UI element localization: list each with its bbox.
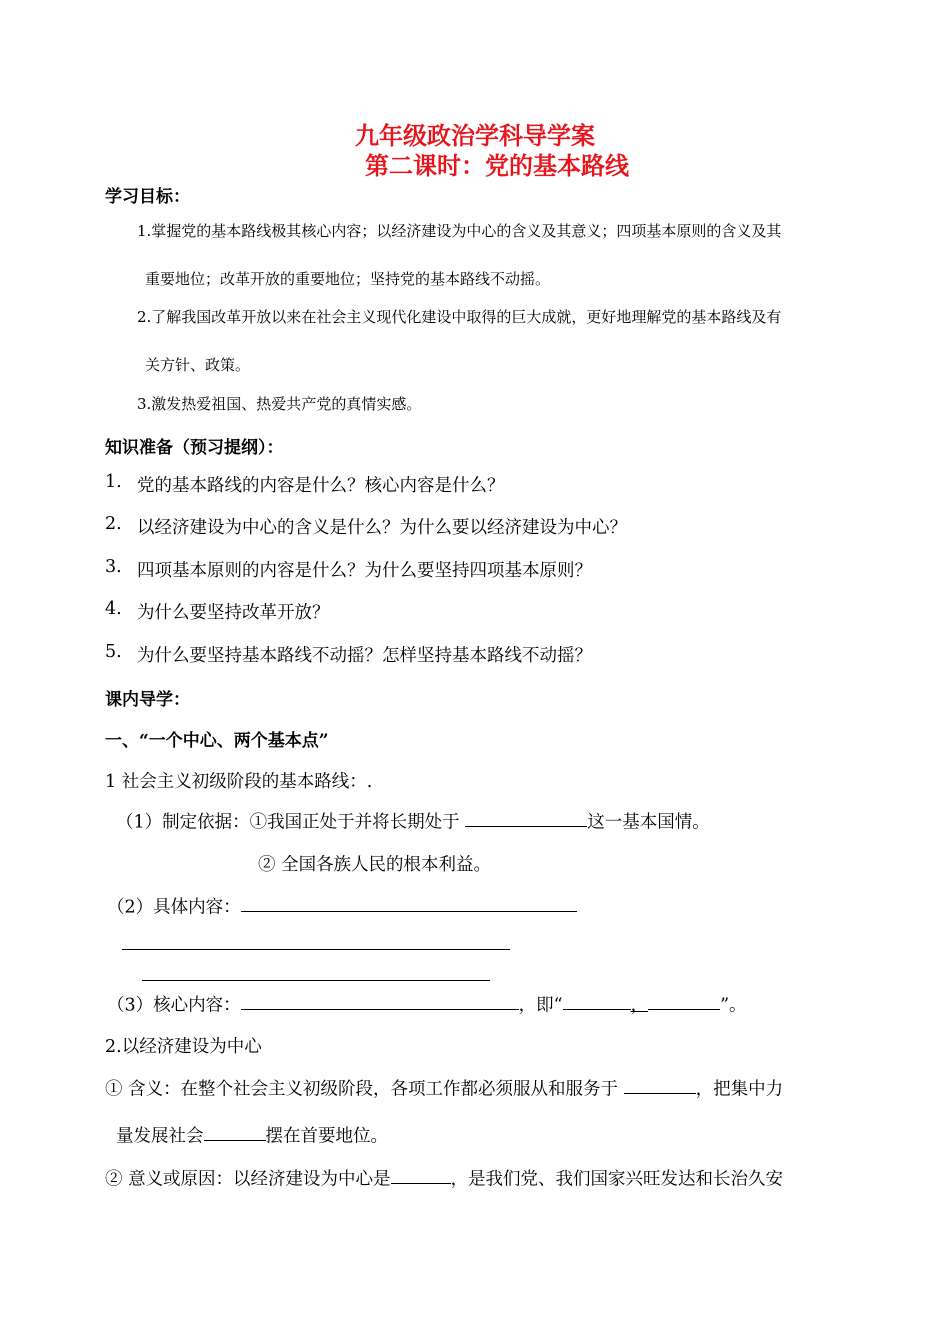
meaning-line-1 [105,1075,783,1100]
list-item-number: 4. [105,599,122,619]
objective-2-line2: 关方针、政策。 [145,356,251,374]
meaning-mid: ，把集中力 [695,1079,784,1100]
basis-label: （1）制定依据：①我国正处于并将长期处于 [116,812,460,833]
list-item: 四项基本原则的内容是什么？为什么要坚持四项基本原则？ [137,561,592,581]
content-label: （2）具体内容： [107,897,241,918]
list-item-number: 1. [105,472,122,492]
significance-cont: ，是我们党、我们国家兴旺发达和长治久安 [450,1169,784,1190]
core-mid: ，即“ [518,995,563,1016]
question-2: 2.以经济建设为中心 [105,1037,262,1057]
basis-line-1 [116,808,710,833]
blank-points[interactable] [648,991,720,1010]
blank-national-condition[interactable] [465,808,587,827]
guide-heading: 课内导学： [105,690,190,710]
meaning-label: ① 含义：在整个社会主义初级阶段，各项工作都必须服从和服务于 [105,1079,619,1100]
objective-1-line1: 1.掌握党的基本路线极其核心内容；以经济建设为中心的含义及其意义；四项基本原则的含义及其 [137,222,782,240]
list-item-number: 3. [105,557,122,577]
objectives-heading: 学习目标： [105,187,190,207]
blank-content-1[interactable] [241,893,577,912]
page-subtitle: 第二课时：党的基本路线 [365,151,629,180]
list-item: 为什么要坚持改革开放？ [137,603,330,623]
objective-3: 3.激发热爱祖国、热爱共产党的真情实感。 [137,395,422,413]
question-1: 1 社会主义初级阶段的基本路线：. [105,772,373,792]
blank-content-2[interactable] [122,949,510,950]
significance-line [105,1165,783,1190]
blank-serve[interactable] [624,1075,696,1094]
core-end: ”。 [720,995,747,1016]
content-line [107,893,577,918]
core-label: （3）核心内容： [107,995,241,1016]
meaning-cont: 量发展社会 [116,1126,204,1147]
meaning-line-2 [116,1122,388,1147]
page-title: 九年级政治学科导学案 [355,121,595,150]
core-comma: ， [630,995,649,1016]
list-item-number: 2. [105,514,122,534]
basis-suffix: 这一基本国情。 [587,812,710,833]
blank-center[interactable] [563,991,631,1010]
list-item-number: 5. [105,642,122,662]
list-item: 党的基本路线的内容是什么？核心内容是什么？ [137,476,505,496]
basis-line-2: ② 全国各族人民的根本利益。 [258,855,492,875]
blank-significance[interactable] [391,1165,451,1184]
list-item: 以经济建设为中心的含义是什么？为什么要以经济建设为中心？ [137,518,627,538]
blank-productivity[interactable] [204,1122,266,1141]
list-item: 为什么要坚持基本路线不动摇？怎样坚持基本路线不动摇？ [137,646,592,666]
blank-core[interactable] [241,991,519,1010]
blank-content-3[interactable] [142,980,490,981]
objective-1-line2: 重要地位；改革开放的重要地位；坚持党的基本路线不动摇。 [145,270,551,288]
meaning-end: 摆在首要地位。 [265,1126,388,1147]
objective-2-line1: 2.了解我国改革开放以来在社会主义现代化建设中取得的巨大成就，更好地理解党的基本路线及有 [137,308,782,326]
preview-heading: 知识准备（预习提纲）： [105,438,284,458]
significance-label: ② 意义或原因：以经济建设为中心是 [105,1169,391,1190]
section-heading: 一、“一个中心、两个基本点” [105,731,329,751]
core-line [107,991,747,1016]
